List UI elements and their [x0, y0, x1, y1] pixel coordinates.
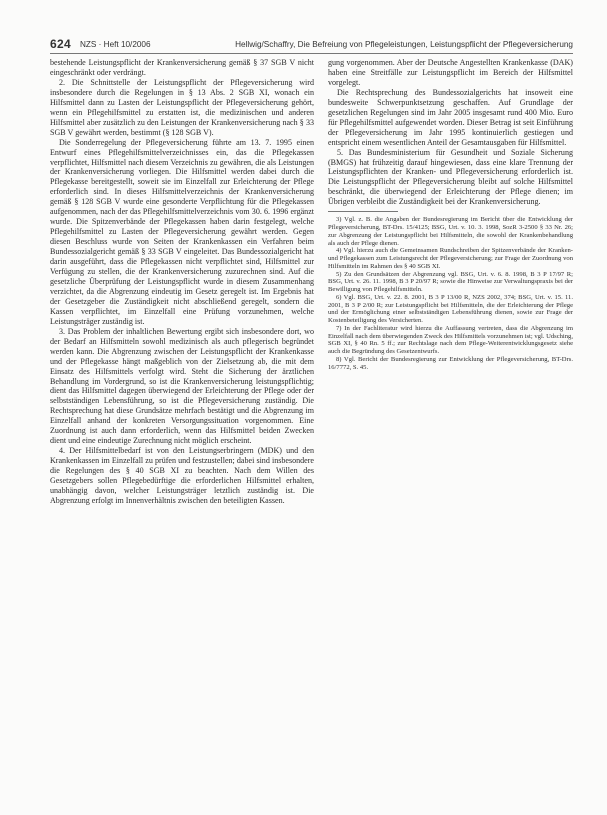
- right-column: [328, 58, 573, 371]
- running-header: [50, 37, 573, 53]
- paragraph: 4. Der Hilfsmittelbedarf ist von den Leistungserbringern (MDK) und den Krankenkassen im Einzelfall zu prüfen und festzustellen; dabei sind insbesondere die Regelungen des § 40 SGB XI zu beachten. Nach dem Willen des Gesetzgebers sollen Pflegebedürftige die erforderlichen Hilfsmittel erhalten, unabhängig davon, welcher Leistungsträger letztlich zuständig ist. Die Abgrenzung erfolgt im Innenverhältnis zwischen den beteiligten Kassen.: [50, 446, 314, 505]
- footnote: 5) Zu den Grundsätzen der Abgrenzung vgl. BSG, Urt. v. 6. 8. 1998, B 3 P 17/97 R; BSG, Urt. v. 26. 11. 1998, B 3 P 20/97 R; sowie die Hinweise zur Verwaltungspraxis bei der Bewilligung von Pflegehilfsmitteln.: [328, 270, 573, 294]
- footnotes: [328, 216, 573, 371]
- footnote: 4) Vgl. hierzu auch die Gemeinsamen Rundschreiben der Spitzenverbände der Kranken- und Pflegekassen zum Leistungsrecht der Pflegeversicherung; zur Frage der Zuordnung von Hilfsmitteln im Rahmen des § 40 SGB XI.: [328, 247, 573, 270]
- paragraph: 3. Das Problem der inhaltlichen Bewertung ergibt sich insbesondere dort, wo der Bedarf an Hilfsmitteln sowohl medizinisch als auch pflegerisch begründet werden kann. Die Abgrenzung zwischen der Leistungspflicht der Krankenkasse und der Pflegekasse hängt maßgeblich von der Zielsetzung ab, die mit dem Einsatz des Hilfsmittels verfolgt wird. Steht die Sicherung der ärztlichen Behandlung im Vordergrund, so ist die Krankenversicherung leistungspflichtig; dient das Hilfsmittel dagegen überwiegend der Erleichterung der Pflege oder der selbstständigen Lebensführung, so ist die Pflegeversicherung zuständig. Die Rechtsprechung hat diese Grundsätze mehrfach bestätigt und die Abgrenzung im Einzelfall anhand der konkreten Versorgungssituation vorgenommen. Eine Zuordnung ist auch dann erforderlich, wenn das Hilfsmittel beiden Zwecken dient und eine eindeutige Zurechnung nicht möglich erscheint.: [50, 326, 314, 446]
- paragraph: Die Sonderregelung der Pflegeversicherung führte am 13. 7. 1995 einen Entwurf eines Pflegehilfsmittelverzeichnisses ein, das die Pflegekassen verpflichtet, Hilfsmittel nach diesem Verzeichnis zu gewähren, die als Leistungen der Krankenversicherung vorliegen. Die Hilfsmittel werden dabei durch die Pflegekasse bereitgestellt, soweit sie im Einzelfall zur Erleichterung der Pflege erforderlich sind. In dieses Hilfsmittelverzeichnis der Krankenversicherung gemäß § 128 SGB V wurde eine gesonderte Verpflichtung für die Pflegekassen aufgenommen, nach der das Pflegehilfsmittelverzeichnis vom 30. 6. 1996 ergänzt wurde. Die Spitzenverbände der Pflegekassen haben darin festgelegt, welche Pflegehilfsmittel zu Lasten der Pflegeversicherung gewährt werden. Gegen diesen Beschluss wurde von Seiten der Krankenkassen ein Verfahren beim Bundessozialgericht gemäß § 33 SGB V eingeleitet. Das Bundessozialgericht hat darin ausgeführt, dass die Pflegekassen nicht verpflichtet sind, Hilfsmittel zur Verfügung zu stellen, die der Krankenversicherung zuzurechnen sind. Auf die gesetzliche Überprüfung der Leistungspflicht wurde in diesem Zusammenhang verzichtet, da die Abgrenzung eindeutig im Gesetz geregelt ist. Im Ergebnis hat der Gesetzgeber die Zuständigkeit nicht abschließend geregelt, sondern die Kassen verpflichtet, im Einzelfall eine Prüfung vorzunehmen, welche Leistungsträger zuständig ist.: [50, 137, 314, 326]
- journal-reference: NZS · Heft 10/2006: [80, 40, 151, 49]
- page-number: 624: [50, 37, 71, 51]
- article-title: Hellwig/Schaffry, Die Befreiung von Pflegeleistungen, Leistungspflicht der Pflegeversicherung: [235, 40, 573, 49]
- left-column: [50, 58, 314, 506]
- footnote: 7) In der Fachliteratur wird hierzu die Auffassung vertreten, dass die Abgrenzung im Einzelfall nach dem überwiegenden Zweck des Hilfsmittels vorzunehmen ist; vgl. Udsching, SGB XI, § 40 Rn. 5 ff.; zur Rechtslage nach dem Pflege-Weiterentwicklungsgesetz siehe auch die Begründung des Gesetzentwurfs.: [328, 324, 573, 356]
- paragraph: 2. Die Schnittstelle der Leistungspflicht der Pflegeversicherung wird insbesondere durch die Regelungen in § 13 Abs. 2 SGB XI, wonach ein Hilfsmittel dann zu Lasten der Leistungspflicht der Pflegeversicherung gehört, wenn ein Pflegehilfsmittel zu erstatten ist, die medizinischen und anderen Hilfsmittel aber zusätzlich zu den Leistungen der Krankenversicherung nach § 33 SGB V gewährt werden, bestimmt (§ 128 SGB V).: [50, 77, 314, 137]
- header-rule: [50, 53, 573, 54]
- paragraph: gung vorgenommen. Aber der Deutsche Angestellten Krankenkasse (DAK) haben eine Streitfälle zur Leistungspflicht im Bereich der Hilfsmittel vorgelegt.: [328, 58, 573, 87]
- paragraph: bestehende Leistungspflicht der Krankenversicherung gemäß § 37 SGB V nicht eingeschränkt oder verdrängt.: [50, 58, 314, 77]
- footnote: 8) Vgl. Bericht der Bundesregierung zur Entwicklung der Pflegeversicherung, BT-Drs. 16/7772, S. 45.: [328, 355, 573, 371]
- footnote-divider: [328, 211, 398, 212]
- paragraph: 5. Das Bundesministerium für Gesundheit und Soziale Sicherung (BMGS) hat frühzeitig darauf hingewiesen, dass eine klare Trennung der Leistungspflichten der Kranken- und Pflegeversicherung erforderlich ist. Die Leistungspflicht der Pflegeversicherung bleibt auf solche Hilfsmittel beschränkt, die überwiegend der Erleichterung der Pflege dienen; im Übrigen verbleibt die Zuständigkeit bei der Krankenversicherung.: [328, 147, 573, 207]
- paragraph: Die Rechtsprechung des Bundessozialgerichts hat insoweit eine bundesweite Schwerpunktsetzung geschaffen. Auf Grundlage der gesetzlichen Regelungen sind im Jahr 2005 insgesamt rund 400 Mio. Euro für Pflegehilfsmittel aufgewendet worden. Dieser Betrag ist seit Einführung der Pflegeversicherung im Jahr 1995 kontinuierlich gestiegen und entspricht einem wesentlichen Anteil der Gesamtausgaben für Hilfsmittel.: [328, 87, 573, 147]
- footnote: 3) Vgl. z. B. die Angaben der Bundesregierung im Bericht über die Entwicklung der Pflegeversicherung, BT-Drs. 15/4125; BSG, Urt. v. 10. 3. 1998, SozR 3-2500 § 33 Nr. 26; zur Abgrenzung der Leistungspflicht bei Hilfsmitteln, die sowohl der Krankenbehandlung als auch der Pflege dienen.: [328, 216, 573, 247]
- footnote: 6) Vgl. BSG, Urt. v. 22. 8. 2001, B 3 P 13/00 R, NZS 2002, 374; BSG, Urt. v. 15. 11. 2001, B 3 P 2/00 R; zur Leistungspflicht bei Hilfsmitteln, die der Erleichterung der Pflege und der Ermöglichung einer selbstständigen Lebensführung dienen, sowie zur Frage der Kostenbeteiligung des Versicherten.: [328, 293, 573, 325]
